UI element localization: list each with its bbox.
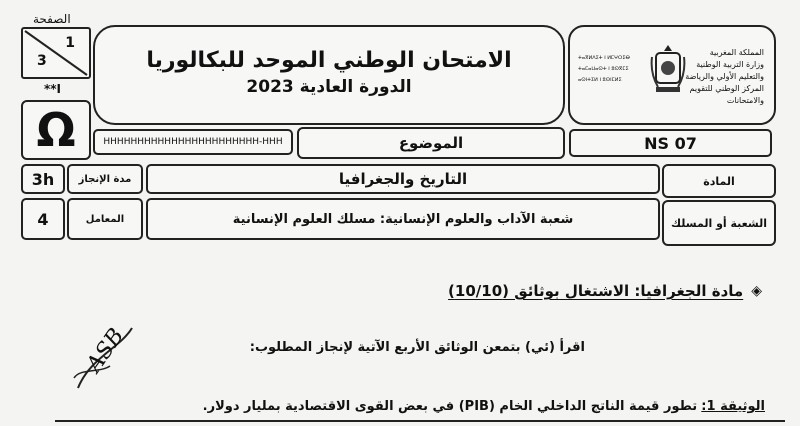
page-stars: **I [44,82,62,96]
coefficient-label-box [67,198,143,240]
instruction-text: اقرأ (ئي) بتمعن الوثائق الأربع الآتية لإنجاز المطلوب: [249,340,585,355]
subject-label: الموضوع [398,134,464,152]
exam-title-box [93,25,565,125]
page-total: 3 [37,53,47,69]
document-1 [203,399,765,414]
institution-arabic [674,47,764,107]
document-1-label: الوثيقة 1: [701,399,765,414]
institution-line-1: المملكة المغربية [709,48,764,57]
duration-label: مدة الإنجاز [78,173,132,185]
track-label: الشعبة أو المسلك [671,216,767,230]
coefficient-label: المعامل [85,213,125,225]
tifinagh-line-1: ⵜⴰⴳⵍⴷⵉⵜ ⵏ ⵍⵎⵖⵔⵉⴱ [578,55,630,61]
tifinagh-line-3: ⴰⵙⵏⵜⵉⵍ ⵏ ⵓⵙⵏⵎⵍⵉ [578,77,622,83]
section-heading-text: مادة الجغرافيا: الاشتغال بوثائق (10/10) [448,282,744,300]
institution-line-2: وزارة التربية الوطنية [696,60,764,69]
signature-text: ASB [81,324,130,377]
track-label-box [662,200,776,246]
table-top-edge [55,420,785,426]
subject-name-box [146,164,660,194]
diamond-bullet-icon: ◈ [751,283,762,299]
track-name: شعبة الآداب والعلوم الإنسانية: مسلك العلوم الإنسانية [232,211,574,227]
subject-name-label: المادة [703,174,735,188]
coefficient-value: 4 [37,209,49,229]
omega-logo-icon: Ω [36,103,76,157]
exam-code-box [569,129,772,157]
institution-box [568,25,776,125]
page-box-diagonal [23,29,89,77]
page-label: الصفحة [33,12,71,26]
tifinagh-line-2: ⵜⴰⵎⴰⵡⴰⵙⵜ ⵏ ⵓⵙⴳⵎⵉ [578,66,629,72]
institution-line-4: المركز الوطني للتقويم والامتحانات [689,84,764,105]
coefficient-value-box [21,198,65,240]
exam-title: الامتحان الوطني الموحد للبكالوريا [146,47,512,73]
logo-box [21,100,91,160]
tifinagh-block [578,53,644,86]
subject-name-label-box [662,164,776,198]
duration-value: 3h [31,169,55,189]
subject-name: التاريخ والجغرافيا [338,170,468,188]
exam-code: NS 07 [644,133,697,153]
track-box [146,198,660,240]
document-1-text: تطور قيمة الناتج الداخلي الخام (PIB) في بعض القوى الاقتصادية بمليار دولار. [202,399,698,414]
code-field [93,129,293,155]
institution-line-3: والتعليم الأولي والرياضة [685,72,764,81]
exam-session: الدورة العادية 2023 [246,76,412,97]
duration-value-box [21,164,65,194]
code-value: HHHHHHHHHHHHHHHHHHHHHHH-HHH [103,137,283,147]
section-heading [448,282,762,300]
subject-label-box [297,127,565,159]
duration-label-box [67,164,143,194]
page-number-box [21,27,91,79]
page-current: 1 [65,35,75,51]
